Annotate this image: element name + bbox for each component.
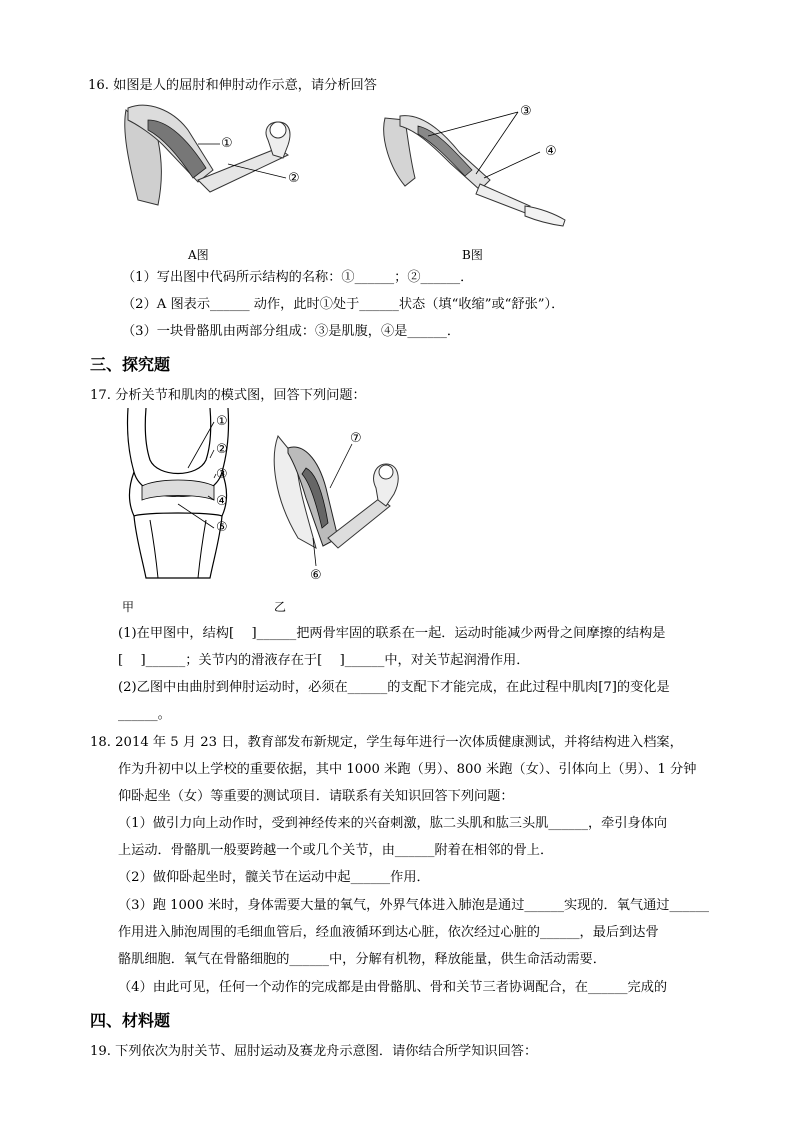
figure-b-extended-arm [380,108,570,234]
q18-sub1-line1: （1）做引力向上动作时，受到神经传来的兴奋刺激，肱二头肌和肱三头肌______，牵引身体向 [118,816,668,831]
q17-title: 17. 分析关节和肌肉的模式图，回答下列问题： [90,388,366,403]
section-heading-3: 三、探究题 [90,355,171,374]
q17-sub1-line1: (1)在甲图中，结构[ ]______把两骨牢固的联系在一起．运动时能减少两骨之间摩擦的结构是 [118,626,666,641]
q16-label-4: ④ [545,144,557,159]
q18-sub3-line3: 骼肌细胞．氧气在骨骼细胞的______中，分解有机物，释放能量，供生命活动需要． [118,952,606,967]
q17-label-4: ④ [216,494,228,509]
q18-sub2: （2）做仰卧起坐时，髋关节在运动中起______作用． [118,870,430,885]
q16-title: 16. 如图是人的屈肘和伸肘动作示意，请分析回答 [88,78,377,93]
q16-label-1: ① [221,136,233,151]
q19-title: 19. 下列依次为肘关节、屈肘运动及赛龙舟示意图．请你结合所学知识回答： [90,1044,538,1059]
q17-sub2-line1: (2)乙图中由曲肘到伸肘运动时，必须在______的支配下才能完成，在此过程中肌肉[7]的变化是 [118,680,670,695]
q16-sub1: （1）写出图中代码所示结构的名称：①______；②______． [122,270,474,285]
q17-label-1: ① [216,414,228,429]
q16-sub2: （2）A 图表示______ 动作，此时①处于______状态（填“收缩”或“舒张”）． [122,297,565,312]
q17-label-6: ⑥ [310,568,322,583]
q17-label-3: ③ [216,467,228,482]
figure-a-flexed-arm [118,100,318,212]
q18-sub4: （4）由此可见，任何一个动作的完成都是由骨骼肌、骨和关节三者协调配合，在______完成的 [118,980,668,995]
q18-sub3-line2: 作用进入肺泡周围的毛细血管后，经血液循环到达心脏，依次经过心脏的______，最后到达骨 [118,925,659,940]
q18-line2: 作为升初中以上学校的重要依据，其中 1000 米跑（男）、800 米跑（女）、引体向上（男）、1 分钟 [118,762,697,777]
q18-sub3-line1: （3）跑 1000 米时，身体需要大量的氧气，外界气体进入肺泡是通过______实现的．氧气通过______ [118,898,710,913]
q17-sub2-line2: ______。 [118,707,171,722]
q17-sub1-line2: [ ]______；关节内的滑液存在于[ ]______中，对关节起润滑作用． [118,653,530,668]
q17-label-7: ⑦ [350,431,362,446]
q16-fig-a-caption: A图 [188,248,209,262]
q16-label-2: ② [288,171,300,186]
q18-line1: 18. 2014 年 5 月 23 日，教育部发布新规定，学生每年进行一次体质健康测试，并将结构进入档案， [90,735,683,750]
q16-label-3: ③ [520,104,532,119]
q16-sub3: （3）一块骨骼肌由两部分组成：③是肌腹，④是______． [122,324,461,339]
q17-fig-yi-caption: 乙 [274,600,287,614]
q17-fig-jia-caption: 甲 [122,600,135,614]
q17-label-5: ⑤ [216,520,228,535]
q17-label-2: ② [216,442,228,457]
figure-yi-arm [268,428,418,568]
q18-line3: 仰卧起坐（女）等重要的测试项目．请联系有关知识回答下列问题： [118,789,514,804]
q18-sub1-line2: 上运动．骨骼肌一般要跨越一个或几个关节，由______附着在相邻的骨上． [118,843,554,858]
q16-fig-b-caption: B图 [462,248,483,262]
section-heading-4: 四、材料题 [90,1011,171,1030]
